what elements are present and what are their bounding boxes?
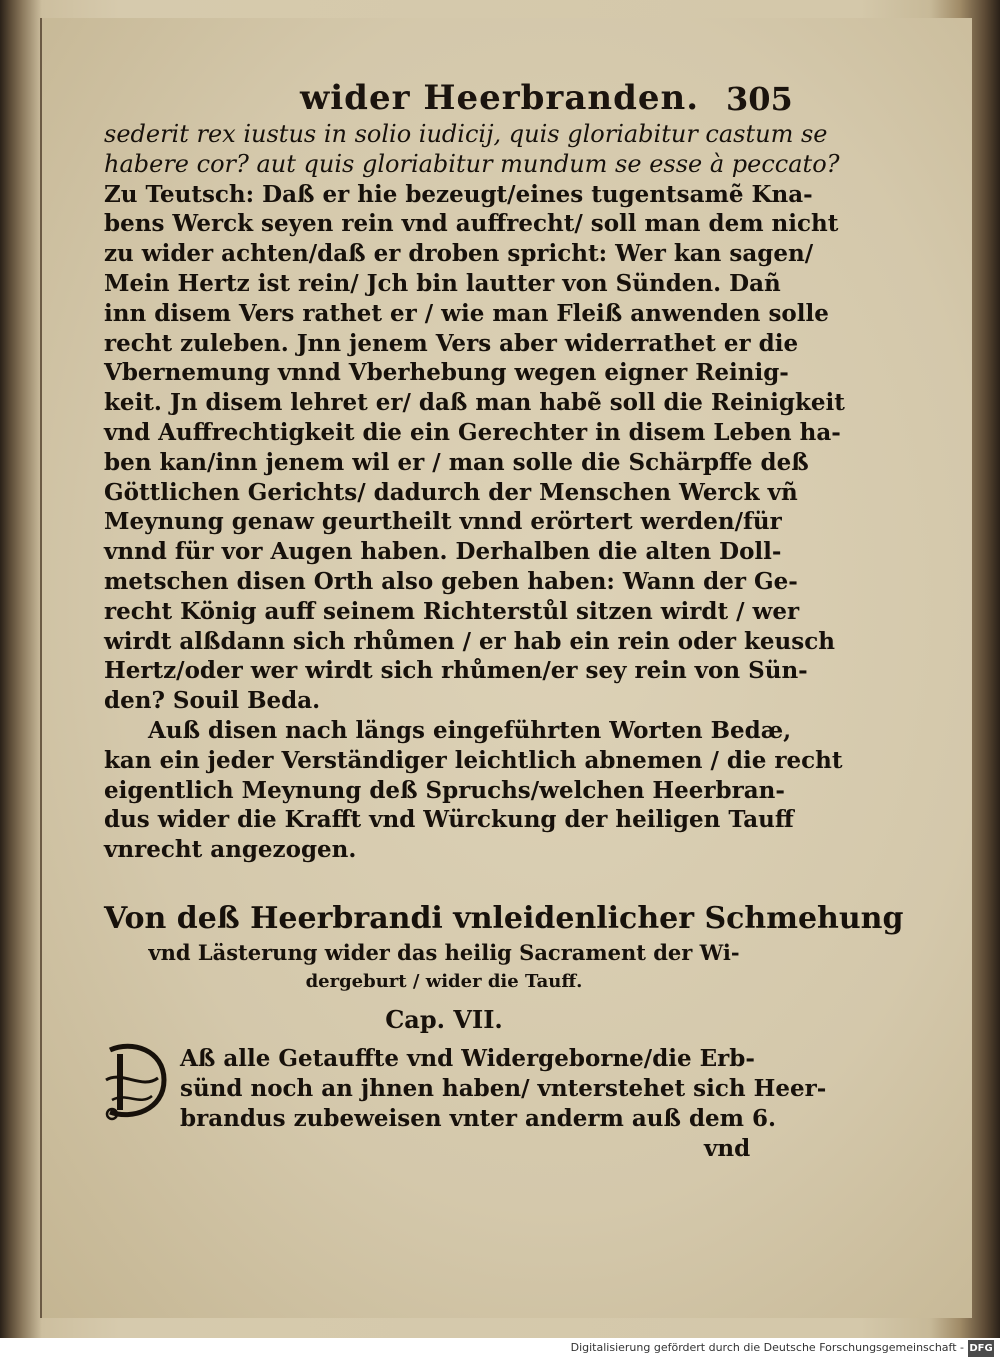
text-line: Meynung genaw geurtheilt vnnd erörtert werden/für [104, 508, 782, 536]
text-line: kan ein jeder Verständiger leichtlich abnemen / die recht [104, 746, 843, 774]
text-line: bens Werck seyen rein vnd auffrecht/ soll man dem nicht [104, 210, 839, 238]
footer-bar [0, 1338, 1000, 1361]
text-line: eigentlich Meynung deß Spruchs/welchen Heerbran- [104, 776, 785, 804]
text-line: vnnd für vor Augen haben. Derhalben die alten Doll- [104, 538, 782, 566]
text-line: Vbernemung vnnd Vberhebung wegen eigner Reinig- [104, 359, 789, 387]
text-line: wirdt alßdann sich rhůmen / er hab ein rein oder keusch [104, 627, 835, 655]
heading-line: vnd Lästerung wider das heilig Sacrament der Wi- [148, 940, 740, 965]
text-line: sünd noch an jhnen haben/ vnterstehet sich Heer- [180, 1075, 827, 1102]
heading-line: dergeburt / wider die Tauff. [305, 971, 583, 992]
text-line: brandus zubeweisen vnter anderm auß dem 6. [180, 1105, 777, 1132]
catchword-block [104, 1134, 784, 1164]
text-line: Auß disen nach längs eingeführten Worten Bedæ, [148, 716, 792, 744]
text-line: metschen disen Orth also geben haben: Wann der Ge- [104, 567, 798, 595]
text-line: habere cor? aut quis gloriabitur mundum se esse à peccato? [104, 149, 840, 178]
text-line: Aß alle Getauffte vnd Widergeborne/die Erb- [180, 1045, 755, 1072]
text-line: ben kan/inn jenem wil er / man solle die Schärpffe deß [104, 448, 809, 476]
chapter-number: Cap. VII. [385, 1005, 503, 1034]
dfg-logo-icon: DFG [968, 1340, 994, 1357]
text-line: recht König auff seinem Richterstůl sitzen wirdt / wer [104, 597, 800, 625]
page-header [0, 72, 1000, 122]
text-line: Mein Hertz ist rein/ Jch bin lautter von Sünden. Dañ [104, 269, 781, 297]
chapter-heading [104, 900, 904, 1040]
heading-line: Von deß Heerbrandi vnleidenlicher Schmehung [104, 901, 904, 936]
text-line: recht zuleben. Jnn jenem Vers aber widerrathet er die [104, 329, 799, 357]
text-line: Göttlichen Gerichts/ dadurch der Menschen Werck vñ [104, 478, 798, 506]
text-line: Zu Teutsch: Daß er hie bezeugt/eines tugentsamẽ Kna- [104, 180, 813, 208]
text-line: zu wider achten/daß er droben spricht: Wer kan sagen/ [104, 240, 814, 268]
decorated-initial-icon [102, 1040, 172, 1122]
text-line: vnd Auffrechtigkeit die ein Gerechter in disem Leben ha- [104, 418, 841, 446]
running-title: wider Heerbranden. [300, 78, 700, 118]
main-text [104, 120, 845, 865]
text-line: inn disem Vers rathet er / wie man Fleiß anwenden solle [104, 299, 829, 327]
text-line: vnrecht angezogen. [104, 836, 357, 864]
text-line: dus wider die Krafft vnd Würckung der heiligen Tauff [104, 806, 794, 834]
text-line: den? Souil Beda. [104, 687, 321, 715]
text-line: Hertz/oder wer wirdt sich rhůmen/er sey rein von Sün- [104, 657, 808, 685]
text-line: keit. Jn disem lehret er/ daß man habẽ soll die Reinigkeit [104, 389, 845, 417]
chapter-first-lines [180, 1044, 827, 1134]
footer-credit: Digitalisierung gefördert durch die Deutsche Forschungsgemeinschaft - [570, 1341, 964, 1354]
catchword: vnd [704, 1135, 751, 1162]
text-line: sederit rex iustus in solio iudicij, quis gloriabitur castum se [104, 120, 828, 148]
page-number: 305 [726, 80, 793, 118]
